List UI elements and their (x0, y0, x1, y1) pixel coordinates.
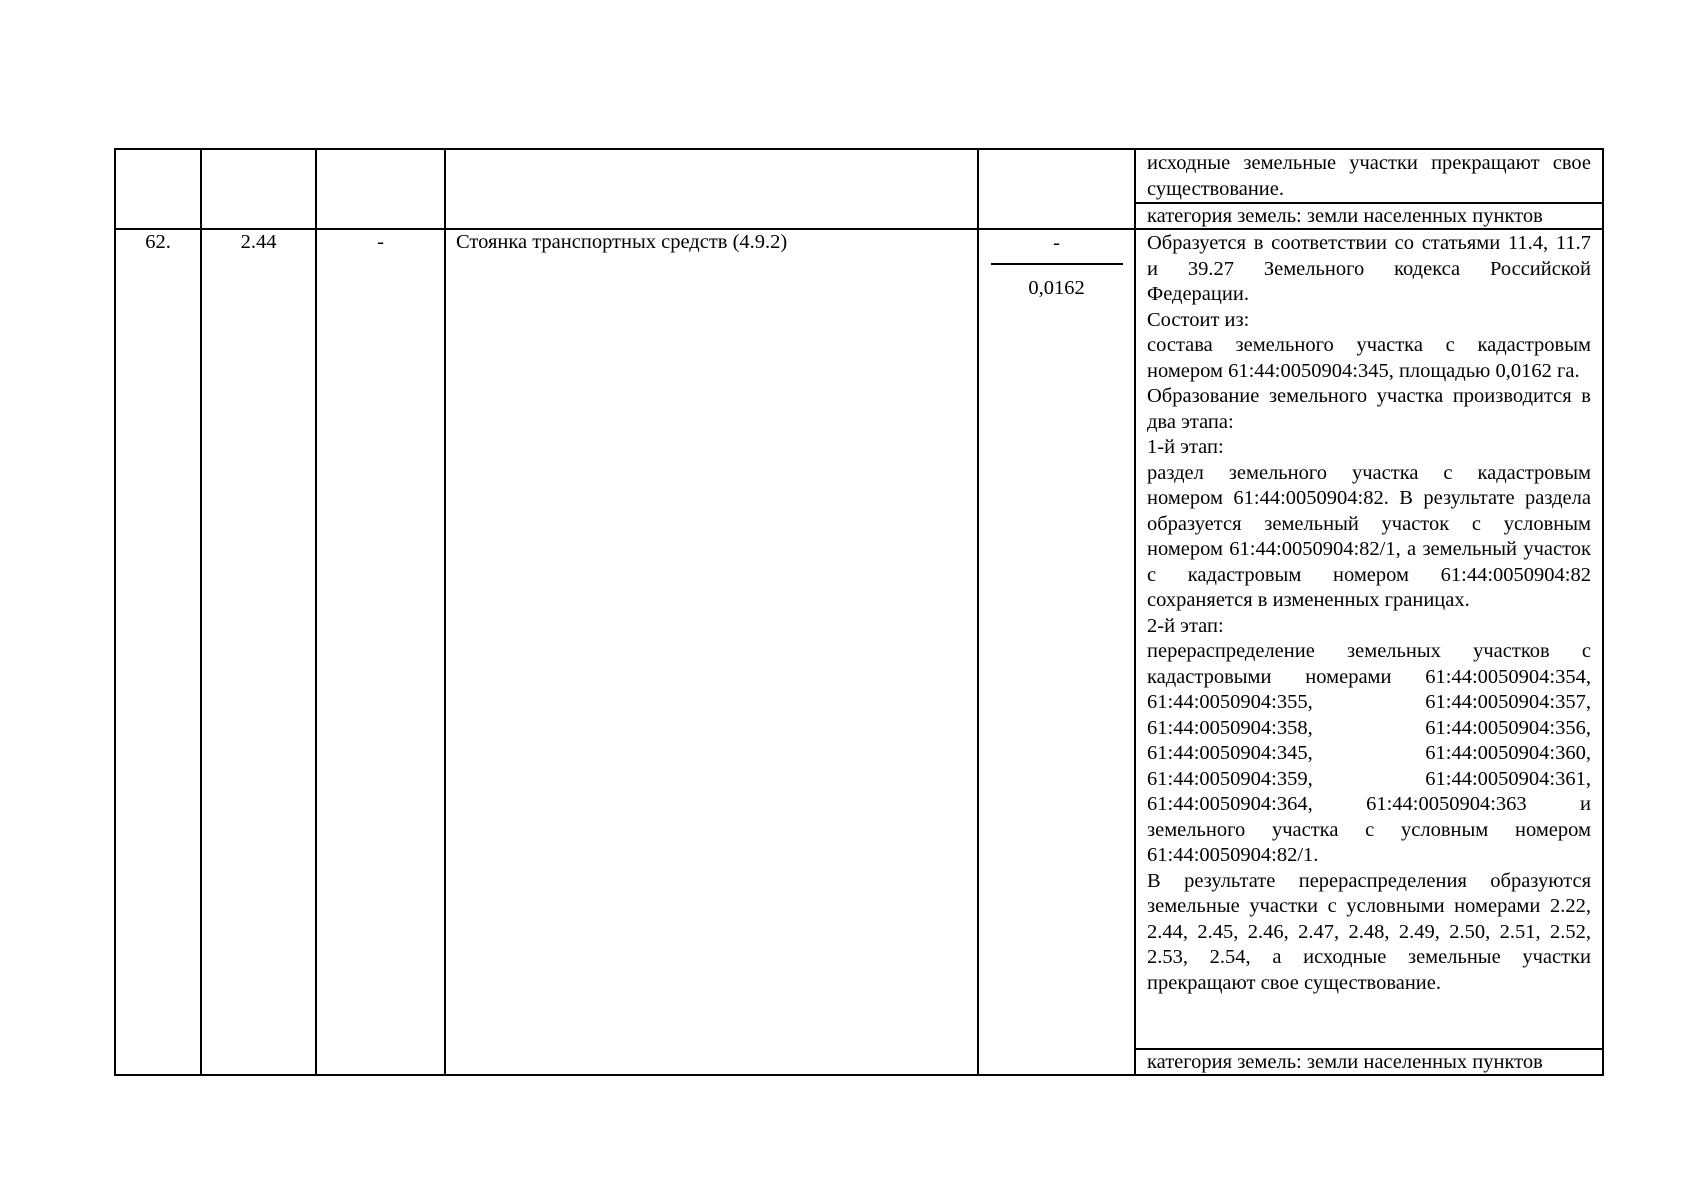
cell-use-type (445, 149, 978, 229)
cell-area (978, 229, 1135, 1075)
description-paragraph: Образование земельного участка производится в два этапа: (1147, 385, 1591, 433)
use-type-text: Стоянка транспортных средств (4.9.2) (456, 231, 788, 253)
area-value: 0,0162 (1028, 277, 1085, 299)
description-paragraph: раздел земельного участка с кадастровым номером 61:44:0050904:82. В результате раздела образуется земельный участок с условным номером 61:44:0050904:82/1, а земельный участок с кадастровым номером 61:44:0050904:82 сохраняется в измененных границах. (1147, 461, 1591, 611)
cell-code: 2.44 (201, 229, 316, 1075)
description-paragraph: 2-й этап: (1147, 614, 1224, 637)
land-category: категория земель: земли населенных пунктов (1136, 1048, 1602, 1074)
description-paragraph: перераспределение земельных участков с кадастровыми номерами 61:44:0050904:354, 61:44:0050904:355, 61:44:0050904:357, 61:44:0050904:358, 61:44:0050904:356, 61:44:0050904:345, 61:44:0050904:360, 61:44:0050904:359, 61:44:0050904:361, 61:44:0050904:364, 61:44:0050904:363 и земельного участка с условным номером 61:44:0050904:82/1. (1147, 640, 1591, 866)
cell-description (1135, 229, 1603, 1075)
description-paragraph: исходные земельные участки прекращают свое существование. (1147, 152, 1591, 200)
cell-description (1135, 149, 1603, 229)
cell-existing: - (316, 229, 445, 1075)
description-paragraph: 1-й этап: (1147, 436, 1224, 458)
cell-number (115, 149, 201, 229)
cell-code (201, 149, 316, 229)
description-text (1136, 150, 1602, 202)
cell-number: 62. (115, 229, 201, 1075)
description-text (1136, 230, 1602, 1048)
description-paragraph: состава земельного участка с кадастровым номером 61:44:0050904:345, площадью 0,0162 га. (1147, 334, 1591, 382)
cell-existing (316, 149, 445, 229)
description-paragraph: Образуется в соответствии со статьями 11.4, 11.7 и 39.27 Земельного кодекса Российской Федерации. (1147, 232, 1591, 305)
description-paragraph: В результате перераспределения образуются земельные участки с условными номерами 2.22, 2.44, 2.45, 2.46, 2.47, 2.48, 2.49, 2.50, 2.51, 2.52, 2.53, 2.54, а исходные земельные участки прекращают свое существование. (1147, 869, 1591, 994)
cell-use-type (445, 229, 978, 1075)
description-paragraph: Состоит из: (1147, 308, 1250, 331)
land-category: категория земель: земли населенных пунктов (1136, 202, 1602, 228)
cell-area (978, 149, 1135, 229)
area-previous: - (1053, 232, 1060, 254)
land-plots-table (114, 148, 1604, 1076)
table-row (115, 229, 1603, 1075)
table-row (115, 149, 1603, 229)
